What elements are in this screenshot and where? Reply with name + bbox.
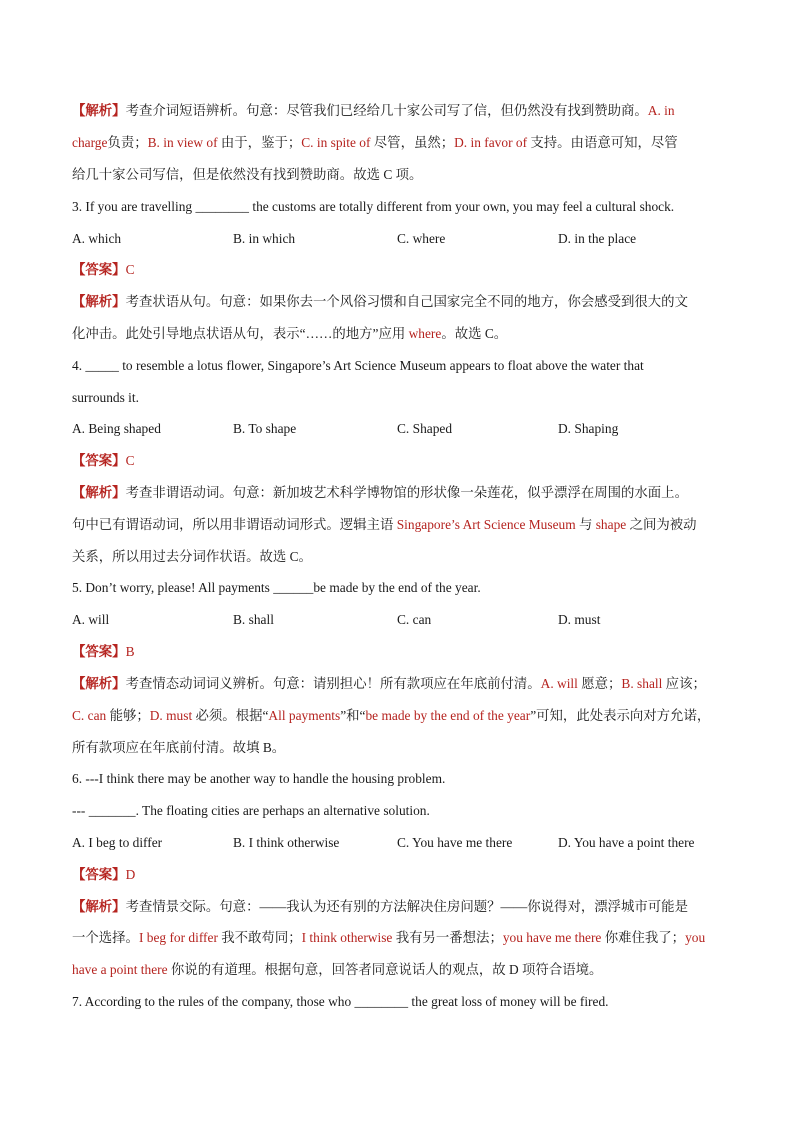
answer-tag: 【答案】 [72, 453, 126, 468]
q3-option-b: B. in which [233, 231, 296, 246]
q5-option-b: B. shall [233, 612, 274, 627]
answer-tag: 【答案】 [72, 262, 126, 277]
q4-option-a: A. Being shaped [72, 421, 161, 436]
q5-analysis-line-1: 【解析】考查情态动词词义辨析。句意：请别担心！所有款项应在年底前付清。A. will 愿意；B. shall 应该； [72, 676, 706, 691]
answer-value: D [125, 867, 136, 882]
q4-option-d: D. Shaping [558, 421, 619, 436]
analysis-tag: 【解析】 [72, 485, 126, 500]
q6-analysis-line-3: have a point there 你说的有道理。根据句意，回答者同意说话人的观点，故 D 项符合语境。 [72, 962, 603, 977]
q6-option-b: B. I think otherwise [233, 835, 340, 850]
q3-analysis-line-1: 【解析】考查状语从句。句意：如果你去一个风俗习惯和自己国家完全不同的地方，你会感受到很大的文 [72, 294, 688, 309]
q3-option-d: D. in the place [558, 231, 637, 246]
q7-stem: 7. According to the rules of the company, those who ________ the great loss of money will be fired. [72, 994, 609, 1009]
q6-answer [72, 865, 732, 885]
q5-answer [72, 642, 732, 662]
q3-option-a: A. which [72, 231, 122, 246]
analysis-tag: 【解析】 [72, 294, 126, 309]
q2-analysis-line-1: 【解析】考查介词短语辨析。句意：尽管我们已经给几十家公司写了信，但仍然没有找到赞助商。A. in [72, 103, 675, 118]
analysis-tag: 【解析】 [72, 103, 126, 118]
q4-analysis-line-2: 句中已有谓语动词，所以用非谓语动词形式。逻辑主语 Singapore’s Art Science Museum 与 shape 之间为被动 [72, 517, 697, 532]
analysis-tag: 【解析】 [72, 899, 126, 914]
answer-value: C [125, 262, 135, 277]
q4-stem-line-2: surrounds it. [72, 390, 139, 405]
q4-option-c: C. Shaped [397, 421, 453, 436]
q6-option-d: D. You have a point there [558, 835, 695, 850]
q5-option-a: A. will [72, 612, 110, 627]
q6-option-a: A. I beg to differ [72, 835, 163, 850]
q5-option-c: C. can [397, 612, 432, 627]
q5-option-d: D. must [558, 612, 601, 627]
q6-analysis-line-1: 【解析】考查情景交际。句意：——我认为还有别的方法解决住房问题？——你说得对，漂浮城市可能是 [72, 899, 688, 914]
q6-analysis-line-2: 一个选择。I beg for differ 我不敢苟同；I think otherwise 我有另一番想法；you have me there 你难住我了；you [72, 930, 706, 945]
q5-analysis-line-2: C. can 能够；D. must 必须。根据“All payments”和“be made by the end of the year”可知，此处表示向对方允诺， [72, 708, 711, 723]
q3-analysis-line-2: 化冲击。此处引导地点状语从句，表示“……的地方”应用 where。故选 C。 [72, 326, 508, 341]
q6-stem-line-2: --- _______. The floating cities are perhaps an alternative solution. [72, 803, 430, 818]
q3-option-c: C. where [397, 231, 446, 246]
analysis-tag: 【解析】 [72, 676, 126, 691]
q4-stem-line-1: 4. _____ to resemble a lotus flower, Singapore’s Art Science Museum appears to float above the water that [72, 358, 644, 373]
q6-option-c: C. You have me there [397, 835, 513, 850]
q5-analysis-line-3: 所有款项应在年底前付清。故填 B。 [72, 740, 286, 755]
q3-stem: 3. If you are travelling ________ the customs are totally different from your own, you may feel a cultural shock. [72, 199, 675, 214]
answer-tag: 【答案】 [72, 867, 126, 882]
answer-tag: 【答案】 [72, 644, 126, 659]
q6-stem-line-1: 6. ---I think there may be another way to handle the housing problem. [72, 771, 446, 786]
q5-stem: 5. Don’t worry, please! All payments ______be made by the end of the year. [72, 580, 481, 595]
q4-analysis-line-3: 关系，所以用过去分词作状语。故选 C。 [72, 549, 312, 564]
answer-value: C [125, 453, 135, 468]
q4-answer [72, 451, 732, 471]
q4-option-b: B. To shape [233, 421, 297, 436]
q4-analysis-line-1: 【解析】考查非谓语动词。句意：新加坡艺术科学博物馆的形状像一朵莲花，似乎漂浮在周围的水面上。 [72, 485, 688, 500]
q3-answer [72, 260, 732, 280]
q2-analysis-line-2: charge负责；B. in view of 由于，鉴于；C. in spite of 尽管，虽然；D. in favor of 支持。由语意可知，尽管 [72, 135, 678, 150]
answer-value: B [125, 644, 135, 659]
q2-analysis-line-3: 给几十家公司写信，但是依然没有找到赞助商。故选 C 项。 [72, 167, 423, 182]
